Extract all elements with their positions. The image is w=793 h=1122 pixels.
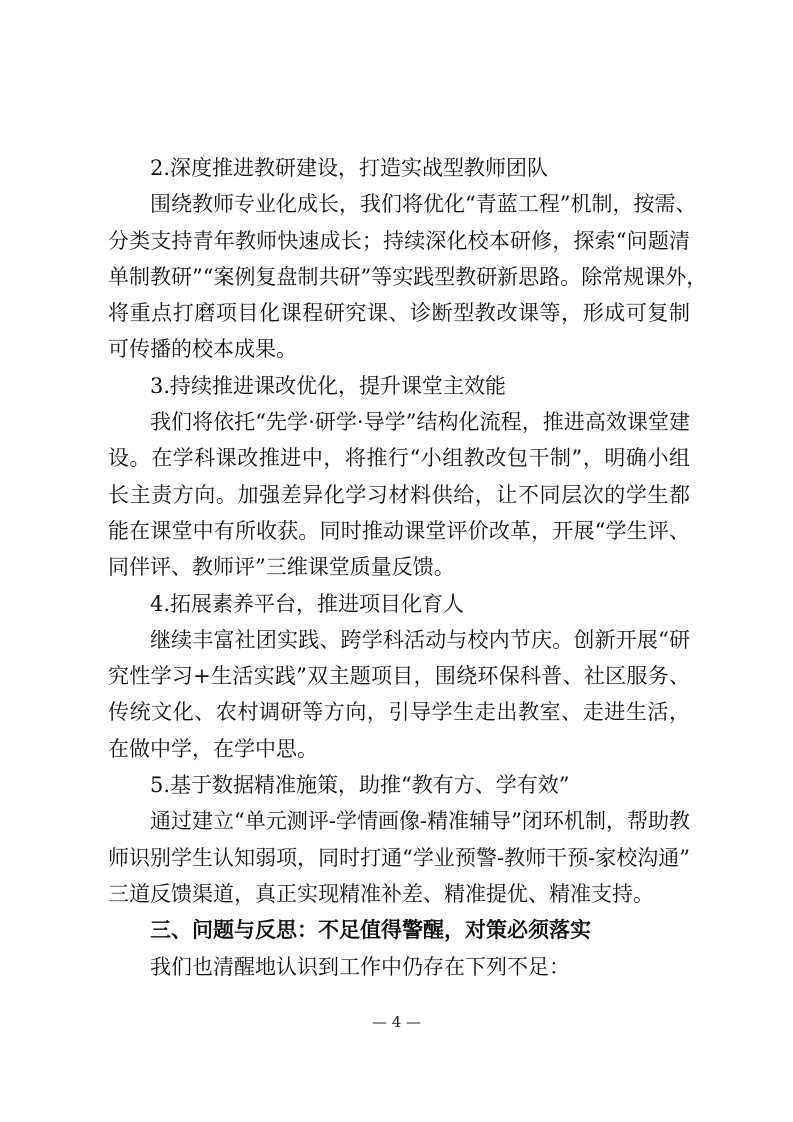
paragraph-line: 继续丰富社团实践、跨学科活动与校内节庆。创新开展“研: [150, 627, 690, 652]
paragraph-line: 我们也清醒地认识到工作中仍存在下列不足：: [150, 954, 570, 979]
paragraph-line: 同伴评、教师评”三维课堂质量反馈。: [108, 555, 455, 580]
paragraph-line: 设。在学科课改推进中，将推行“小组教改包干制”，明确小组: [108, 446, 690, 471]
paragraph-data-driven: [108, 803, 690, 912]
section-heading-5: 5.基于数据精准施策，助推“教有方、学有效”: [150, 773, 570, 798]
paragraph-line: 长主责方向。加强差异化学习材料供给，让不同层次的学生都: [108, 482, 690, 507]
page-body: [108, 150, 708, 985]
section-heading-3: 3.持续推进课改优化，提升课堂主效能: [150, 373, 507, 398]
paragraph-shortcomings: [108, 949, 690, 985]
paragraph-line: 可传播的校本成果。: [108, 337, 297, 362]
paragraph-classroom-reform: [108, 404, 690, 585]
paragraph-line: 通过建立“单元测评-学情画像-精准辅导”闭环机制，帮助教: [150, 809, 690, 834]
paragraph-line: 围绕教师专业化成长，我们将优化“青蓝工程”机制，按需、: [150, 192, 697, 217]
paragraph-line: 分类支持青年教师快速成长；持续深化校本研修，探索“问题清: [108, 228, 690, 253]
paragraph-line: 究性学习+生活实践”双主题项目，围绕环保科普、社区服务、: [108, 664, 690, 689]
paragraph-teacher-team: [108, 186, 708, 367]
paragraph-project-education: [108, 622, 690, 767]
paragraph-line: 三道反馈渠道，真正实现精准补差、精准提优、精准支持。: [108, 881, 654, 906]
section-heading-problems: 三、问题与反思：不足值得警醒，对策必须落实: [150, 917, 591, 943]
paragraph-line: 传统文化、农村调研等方向，引导学生走出教室、走进生活，: [108, 700, 690, 725]
section-heading-2: 2.深度推进教研建设，打造实战型教师团队: [150, 156, 549, 180]
paragraph-line: 将重点打磨项目化课程研究课、诊断型教改课等，形成可复制: [108, 301, 690, 326]
paragraph-line: 师识别学生认知弱项，同时打通“学业预警-教师干预-家校沟通”: [108, 845, 690, 870]
page-number: — 4 —: [371, 1013, 422, 1031]
paragraph-line: 在做中学，在学中思。: [108, 736, 318, 761]
paragraph-line: 单制教研”“案例复盘制共研”等实践型教研新思路。除常规课外，: [108, 264, 708, 289]
paragraph-line: 能在课堂中有所收获。同时推动课堂评价改革，开展“学生评、: [108, 518, 690, 543]
section-heading-4: 4.拓展素养平台，推进项目化育人: [150, 591, 465, 616]
paragraph-line: 我们将依托“先学·研学·导学”结构化流程，推进高效课堂建: [150, 410, 690, 435]
